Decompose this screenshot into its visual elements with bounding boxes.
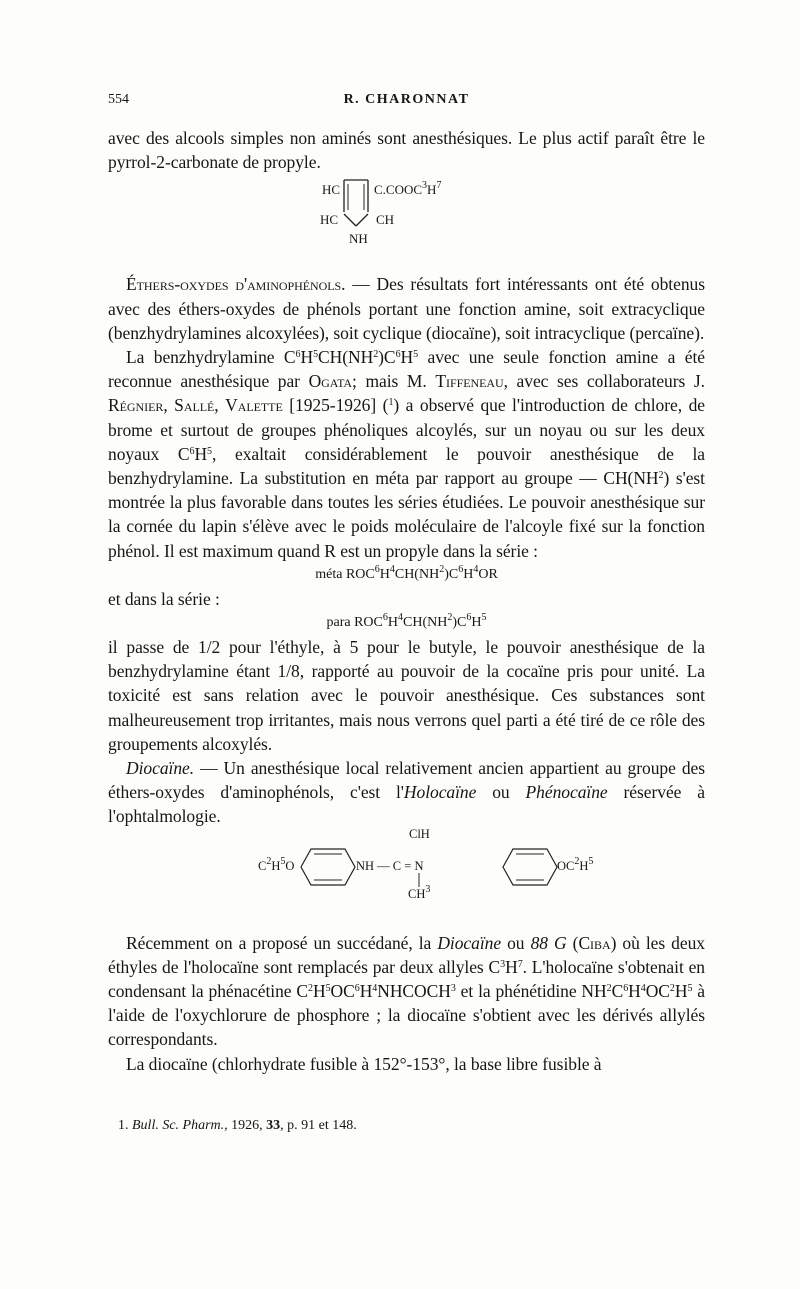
pyrrole-hc-bottom: HC [320,212,339,228]
author-tiffeneau: Tiffeneau [435,371,504,392]
author-regnier: Régnier [108,395,164,416]
paragraph-diocaine: Diocaïne. — Un anesthésique local relativement ancien appartient au groupe des éthers-oxydes d'aminophénols, c'est l'Holocaïne ou Phénocaïne réservée à l'ophtalmologie. [108,758,705,827]
formula-para: para $ROC^6H^4CH(NH^2)C^6H^5$ [326,612,487,631]
holocaine-rings-drawing [108,826,705,931]
pyrrole-structure [108,174,705,272]
page-header [108,92,705,114]
paragraph-intro: avec des alcools simples non aminés sont anesthésiques. Le plus actif paraît être le pyrrol-2-carbonate de propyle. [108,128,705,173]
pyrrole-ch: CH [376,212,395,228]
company-ciba: Ciba [578,932,611,953]
page-body [108,126,705,1076]
pyrrole-nh: NH [349,231,368,247]
pyrrole-carboxylate: $C.COOC^3H^7$ [374,180,442,198]
footnote: 1. Bull. Sc. Pharm., 1926, 33, p. 91 et 148. [118,1118,357,1133]
paragraph-ethers: Éthers-oxydes d'aminophénols. — Des résultats fort intéressants ont été obtenus avec des éthers-oxydes de phénols portant une fonction amine, soit extracyclique (benzhydrylamines alcoxylées), soit cyclique (diocaïne), soit intracyclique (percaïne). [108,274,705,343]
author-ogata: Ogata [308,371,353,392]
page-number: 554 [108,92,129,107]
pyrrole-hc-top: HC [322,182,341,198]
author-salle: Sallé [174,395,215,416]
section-title-ethers: Éthers-oxydes d'aminophénols. [126,274,346,295]
text-serie-para: et dans la série : [108,588,220,609]
running-head: R. CHARONNAT [343,92,470,107]
author-valette: Valette [225,395,283,416]
paragraph-potency: il passe de 1/2 pour l'éthyle, à 5 pour le butyle, le pouvoir anesthésique de la benzhydrylamine étant 1/8, rapporté au pouvoir de la cocaïne pris pour unité. La toxicité est sans relation avec le pouvoir anesthésique. Ces substances sont malheureusement trop irritantes, mais nous verrons quel parti a été tiré de ce rôle des groupements alcoxylés. [108,637,705,754]
paragraph-last-line: La diocaïne (chlorhydrate fusible à 152°-153°, la base libre fusible à [126,1053,602,1074]
paragraph-recemment: Récemment on a proposé un succédané, la Diocaïne ou 88 G (Ciba) où les deux éthyles de l'holocaïne sont remplacés par deux allyles $C^3H^7$. L'holocaïne s'obtenait en condensant la phénacétine $C^2H^5OC^6H^4NHCOCH^3$ et la phénétidine $NH^2C^6H^4OC^2H^5$ à l'aide de l'oxychlorure de phosphore ; la diocaïne s'obtient avec les dérivés allylés correspondants. [108,932,706,1050]
amidine-link: NH — C = N [356,858,424,873]
pyrrole-ring-drawing [338,178,378,238]
ethoxy-left: $C^2H^5O$ [258,855,295,873]
section-title-diocaine: Diocaïne. [126,758,195,779]
methyl-label: $CH^3$ [408,883,431,901]
footnote-ref: 1 [388,397,394,409]
paragraph-benzhydrylamine: La benzhydrylamine $C^6H^5CH(NH^2)C^6H^5$ avec une seule fonction amine a été reconnue anesthésique par Ogata; mais M. Tiffeneau, avec ses collaborateurs J. Régnier, Sallé, Valette [1925-1926] ($^1$) a observé que l'introduction de chlore, de brome et surtout de groupes phénoliques alcoylés, sur un noyau ou sur les deux noyaux $C^6H^5$, exaltait considérablement le pouvoir anesthésique de la benzhydrylamine. La substitution en méta par rapport au groupe — $CH(NH^2)$ s'est montrée la plus favorable dans toutes les séries étudiées. Le pouvoir anesthésique sur la cornée du lapin s'élève avec le poids moléculaire de l'alcoyle fixé sur la fonction phénol. Il est maximum quand R est un propyle dans la série : [108,347,705,561]
holocaine-structure [108,826,705,931]
clh-label: ClH [409,826,430,841]
formula-meta: méta $ROC^6H^4CH(NH^2)C^6H^4OR$ [315,563,498,582]
ethoxy-right: $OC^2H^5$ [557,855,594,873]
